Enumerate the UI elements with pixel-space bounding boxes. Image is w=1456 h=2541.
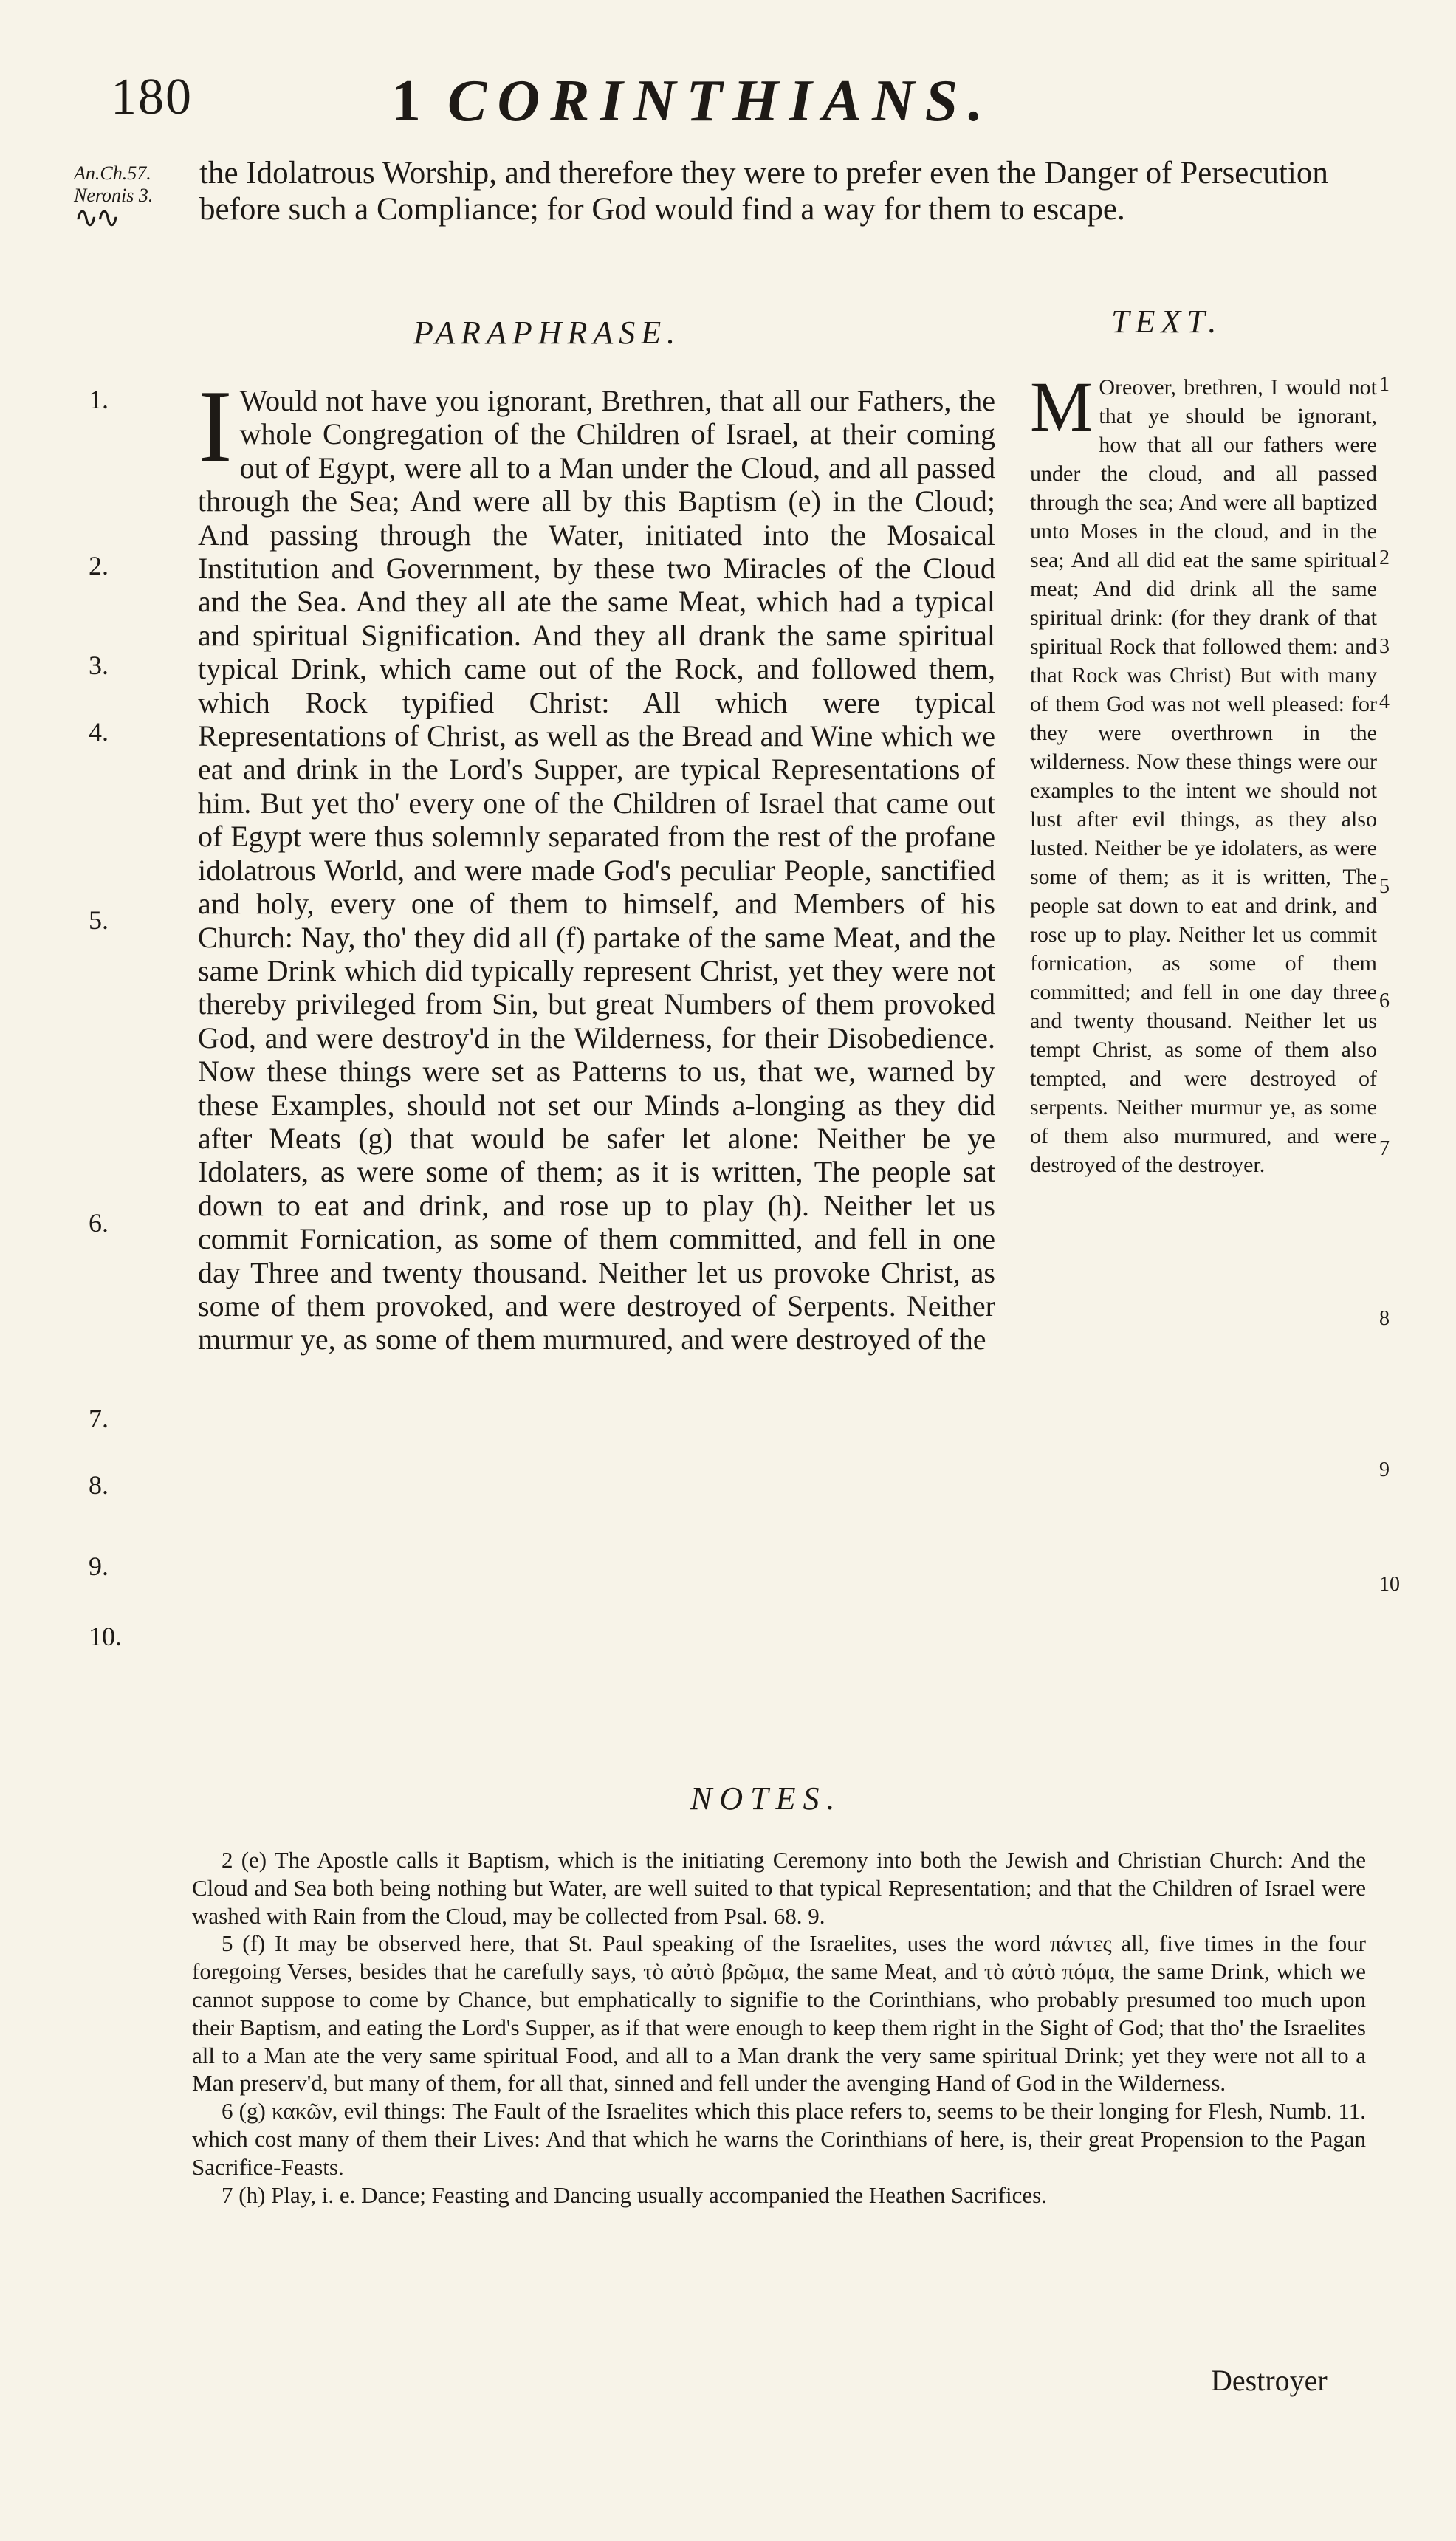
- text-verse-number: 2: [1379, 546, 1390, 569]
- title-numeral: 1: [391, 69, 431, 134]
- flourish-ornament: ∿∿: [74, 201, 118, 234]
- text-verse-number: 3: [1379, 635, 1390, 658]
- verse-number: 3.: [89, 651, 109, 680]
- scripture-text: [1030, 367, 1377, 1179]
- text-verse-number: 4: [1379, 690, 1390, 713]
- text-verse-number: 6: [1379, 990, 1390, 1012]
- text-verse-number: 5: [1379, 875, 1390, 898]
- paraphrase-text: Would not have you ignorant, Brethren, that all our Fathers, the whole Congregation of the Children of Israel, at their coming out of Egypt, were all to a Man under the Cloud, and all passed through the Sea; And were all by this Baptism (e) in the Cloud; And passing through the Water, initiated into the Mosaical Institution and Government, by these two Miracles of the Cloud and the Sea. And they all ate the same Meat, which had a typical and spiritual Signification. And they all drank the same spiritual typical Drink, which came out of the Rock, and followed them, which Rock typified Christ: All which were typical Representations of Christ, as well as the Bread and Wine which we eat and drink in the Lord's Supper, are typical Representations of him. But yet tho' every one of the Children of Israel that came out of Egypt were thus solemnly separated from the rest of the profane idolatrous World, and were made God's peculiar People, sanctified and holy, every one of them to himself, and Members of his Church: Nay, tho' they did all (f) partake of the same Meat, and the same Drink which did typically represent Christ, yet they were not thereby privileged from Sin, but great Numbers of them provoked God, and were destroy'd in the Wilderness, for their Disobedience. Now these things were set as Patterns to us, that we, warned by these Examples, should not set our Minds a-longing as they did after Meats (g) that would be safer let alone: Neither be ye Idolaters, as were some of them; as it is written, The people sat down to eat and drink, and rose up to play (h). Neither let us commit Fornication, as some of them committed, and fell in one day Three and twenty thousand. Neither let us provoke Christ, as some of them provoked, and were destroyed of Serpents. Neither murmur ye, as some of them murmured, and were destroyed of the: [198, 384, 995, 1357]
- verse-number: 5.: [89, 905, 109, 935]
- verse-number: 7.: [89, 1404, 109, 1433]
- notes-heading: NOTES.: [690, 1780, 842, 1817]
- text-verse-number: 7: [1379, 1137, 1390, 1160]
- running-title: [391, 68, 993, 135]
- verse-number: 1.: [89, 385, 109, 414]
- note-item: 7 (h) Play, i. e. Dance; Feasting and Dancing usually accompanied the Heathen Sacrifices.: [222, 2181, 1047, 2208]
- note-item: 5 (f) It may be observed here, that St. Paul speaking of the Israelites, uses the word πάντες all, five times in the four foregoing Verses, besides that he carefully says, τὸ αὐτὸ βρῶμα, the same Meat, and τὸ αὐτὸ πόμα, the same Drink, which we cannot suppose to come by Chance, but emphatically to signifie to the Corinthians, who probably presumed too much upon their Baptism, and eating the Lord's Supper, as if that were enough to keep them right in the Sight of God; that tho' the Israelites all to a Man ate the very same spiritual Food, and all to a Man drank the very same spiritual Drink; yet they were not all to a Man preserv'd, but many of them, for all that, sinned and fell under the avenging Hand of God in the Wilderness.: [192, 1930, 1366, 2096]
- verse-number: 4.: [89, 717, 109, 747]
- margin-date: [74, 162, 154, 234]
- verse-number: 9.: [89, 1551, 109, 1581]
- text-dropcap: M: [1030, 367, 1093, 446]
- text-verse-number: 10: [1379, 1573, 1400, 1596]
- page-number: 180: [111, 69, 193, 126]
- paraphrase-dropcap: I: [198, 369, 233, 484]
- paraphrase-body: [198, 369, 995, 1357]
- text-heading: TEXT.: [1111, 304, 1223, 340]
- verse-number: 10.: [89, 1622, 122, 1651]
- margin-date-year: An.Ch.57.: [74, 162, 151, 184]
- title-word: CORINTHIANS.: [447, 69, 994, 134]
- intro-text: the Idolatrous Worship, and therefore they were to prefer even the Danger of Persecution before such a Compliance; for God would find a way for them to escape.: [199, 156, 1328, 227]
- margin-date-reign: Neronis 3.: [74, 185, 154, 206]
- verse-number: 2.: [89, 551, 109, 580]
- scripture-body: Oreover, brethren, I would not that ye should be ignorant, how that all our fathers were under the cloud, and all passed through the sea; And were all baptized unto Moses in the cloud, and in the sea; And all did eat the same spiritual meat; And did drink all the same spiritual drink: (for they drank of that spiritual Rock that followed them: and that Rock was Christ) But with many of them God was not well pleased: for they were overthrown in the wilderness. Now these things were our examples to the intent we should not lust after evil things, as they also lusted. Neither be ye idolaters, as were some of them; as it is written, The people sat down to eat and drink, and rose up to play. Neither let us commit fornication, as some of them committed; and fell in one day three and twenty thousand. Neither let us tempt Christ, as some of them also tempted, and were destroyed of serpents. Neither murmur ye, as some of them also murmured, and were destroyed of the destroyer.: [1030, 375, 1377, 1177]
- text-verse-number: 9: [1379, 1458, 1390, 1481]
- note-item: 2 (e) The Apostle calls it Baptism, which is the initiating Ceremony into both the Jewish and Christian Church: And the Cloud and Sea both being nothing but Water, are well suited to that typical Representation; and that the Children of Israel were washed with Rain from the Cloud, may be collected from Psal. 68. 9.: [192, 1847, 1366, 1929]
- text-verse-number: 8: [1379, 1307, 1390, 1330]
- notes-section: [192, 1846, 1366, 2209]
- verse-number: 6.: [89, 1208, 109, 1238]
- verse-number: 8.: [89, 1470, 109, 1500]
- paraphrase-heading: PARAPHRASE.: [413, 315, 681, 351]
- catchword: Destroyer: [1211, 2364, 1328, 2397]
- note-item: 6 (g) κακῶν, evil things: The Fault of the Israelites which this place refers to, seems to be their longing for Flesh, Numb. 11. which cost many of them their Lives: And that which he warns the Corinthians of here, is, their great Propension to the Pagan Sacrifice-Feasts.: [192, 2098, 1366, 2180]
- text-verse-number: 1: [1379, 373, 1390, 396]
